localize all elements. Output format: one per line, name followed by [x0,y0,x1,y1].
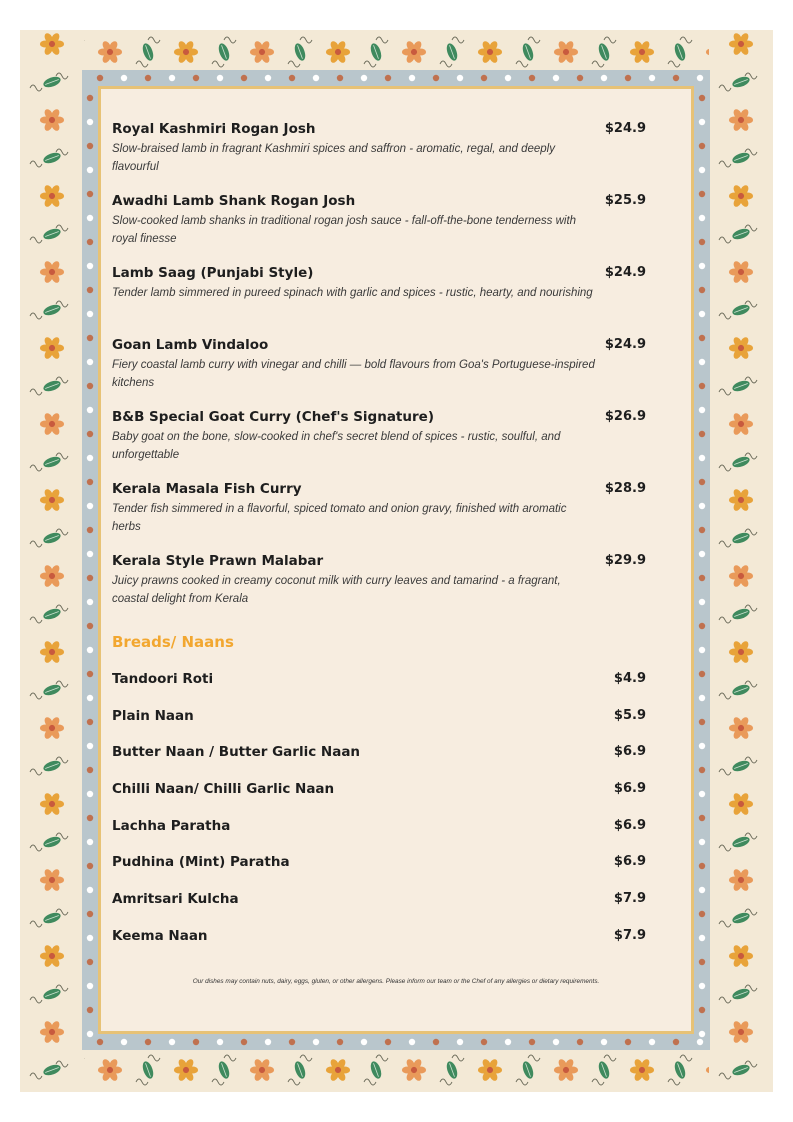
item-name: Kerala Masala Fish Curry [112,481,302,497]
item-price: $26.9 [604,409,646,424]
item-price: $5.9 [613,707,646,723]
menu-item [112,192,672,264]
floral-border-right [709,30,773,1092]
item-name: Pudhina (Mint) Paratha [112,854,290,871]
item-price: $24.9 [604,265,646,280]
item-name: Goan Lamb Vindaloo [112,337,269,353]
breads-list [112,670,672,964]
item-price: $29.9 [604,553,646,568]
menu-item [112,480,672,552]
item-name: Keema Naan [112,927,208,944]
item-name: Royal Kashmiri Rogan Josh [112,121,316,137]
item-price: $6.9 [613,817,646,833]
menu-item [112,120,672,192]
menu-item [112,780,672,817]
section-title-breads: Breads/ Naans [112,633,234,651]
allergen-footnote: Our dishes may contain nuts, dairy, eggs, gluten, or other allergens. Please inform our team or the Chef of any allergies or dietary requirements. [192,978,600,985]
menu-item [112,743,672,780]
item-name: Chilli Naan/ Chilli Garlic Naan [112,781,335,798]
item-name: Awadhi Lamb Shank Rogan Josh [112,193,356,209]
menu-item [112,890,672,927]
item-name: Amritsari Kulcha [112,891,239,908]
floral-border-top [20,30,773,74]
item-description: Juicy prawns cooked in creamy coconut milk with curry leaves and tamarind - a fragrant, coastal delight from Kerala [112,575,561,605]
item-name: Tandoori Roti [112,671,214,687]
menu-item [112,264,672,336]
menu-item [112,707,672,744]
menu-content [112,120,672,964]
item-description: Baby goat on the bone, slow-cooked in chef's secret blend of spices - rustic, soulful, and unforgettable [112,431,561,461]
item-description: Tender lamb simmered in pureed spinach with garlic and spices - rustic, hearty, and nourishing [112,287,593,299]
item-description: Tender fish simmered in a flavorful, spiced tomato and onion gravy, finished with aromatic herbs [112,503,567,533]
floral-border-left [20,30,84,1092]
item-price: $28.9 [604,481,646,496]
floral-border-bottom [20,1048,773,1092]
item-name: Lachha Paratha [112,817,231,834]
item-description: Slow-cooked lamb shanks in traditional rogan josh sauce - fall-off-the-bone tenderness with royal finesse [112,215,577,245]
item-description: Slow-braised lamb in fragrant Kashmiri spices and saffron - aromatic, regal, and deeply flavourful [112,143,555,173]
item-price: $7.9 [613,891,646,907]
item-price: $25.9 [604,193,646,208]
menu-item [112,817,672,854]
item-name: Kerala Style Prawn Malabar [112,553,324,569]
menu-item [112,408,672,480]
menu-item [112,336,672,408]
item-price: $24.9 [604,121,646,136]
menu-item [112,853,672,890]
item-name: Plain Naan [112,707,194,724]
item-name: Lamb Saag (Punjabi Style) [112,265,314,281]
item-price: $6.9 [613,854,646,870]
item-price: $4.9 [613,671,646,686]
mains-list [112,120,672,624]
item-price: $6.9 [613,781,646,797]
menu-page [20,30,773,1092]
item-price: $6.9 [613,744,646,760]
menu-item [112,552,672,624]
item-price: $24.9 [604,337,646,352]
item-description: Fiery coastal lamb curry with vinegar and chilli — bold flavours from Goa's Portuguese-inspired kitchens [112,359,595,389]
menu-item [112,927,672,964]
item-name: Butter Naan / Butter Garlic Naan [112,744,361,761]
menu-item [112,670,672,707]
item-price: $7.9 [613,927,646,943]
item-name: B&B Special Goat Curry (Chef's Signature) [112,409,434,425]
